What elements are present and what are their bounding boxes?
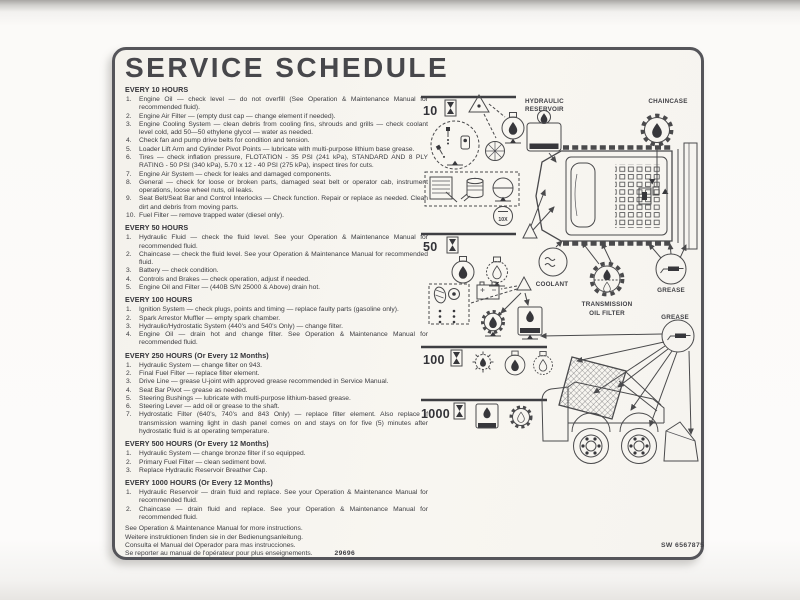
item-number: 1. [126,361,132,369]
item-text: Engine Oil — check level — do not overfill (See Operation & Maintenance Manual for recommended fluid). [139,95,428,112]
item-text: Hydraulic Fluid — check the fluid level. See your Operation & Maintenance Manual for recommended fluid. [139,234,428,250]
service-item [125,234,428,251]
hydraulic-tank-icon [518,307,542,339]
item-number: 6. [126,154,132,161]
front-wheel [622,429,657,464]
ignition-gear-icon [473,352,494,373]
footer-line-text: See Operation & Maintenance Manual for more instructions. [125,525,303,533]
svg-text:10X: 10X [498,217,508,223]
item-text: Hydraulic System — change bronze filter if so equipped. [139,450,306,458]
service-item [125,251,428,268]
service-item [125,370,428,378]
item-number: 2. [126,370,132,377]
item-number: 5. [126,284,132,292]
footer-notes [125,525,428,558]
bucket [664,422,698,461]
hourglass-icon [447,237,458,253]
service-item [125,146,428,154]
service-section [125,352,428,437]
grease-points-circle-icon [431,121,479,169]
cooling-system-box-icon [425,172,519,206]
rear-wheel [574,429,609,464]
service-item [125,179,428,196]
grease-label: GREASE [661,314,689,321]
transmission-oil-filter-icon [592,264,623,295]
service-section [125,86,428,220]
item-text: Hydraulic System — change filter on 943. [139,361,263,369]
section-heading: EVERY 50 HOURS [125,223,189,233]
item-number: 1. [126,95,132,103]
item-text: Final Fuel Filter — replace filter element. [139,370,260,377]
service-section [125,296,428,347]
item-number: 8. [126,178,132,186]
interval-10-number: 10 [423,104,438,118]
item-number: 7. [126,170,132,178]
section-heading: EVERY 500 HOURS (Or Every 12 Months) [125,439,269,449]
transmission-label: TRANSMISSION [581,301,633,308]
loader-top-view-drawing [523,143,697,249]
footer-line-text: Weitere instruktionen finden sie in der Bedienungsanleitung. [125,533,303,541]
chaincase-drain-gear-icon [511,407,531,427]
svg-text:OIL FILTER: OIL FILTER [589,310,625,317]
item-number: 2. [126,505,132,513]
item-text: Tires — check inflation pressure, FLOTATION - 35 PSI (241 kPa), STANDARD AND 8 PLY RATING - 50 PSI (340 kPa), 5.70 x 12 - 40 PSI (275 kPa), inspect tires for cuts. [139,154,428,170]
item-text: Seat Bar Pivot — grease as needed. [139,386,248,394]
pointer-line [489,104,505,117]
air-filter-icon [461,178,483,201]
item-number: 3. [126,378,132,386]
service-section [125,224,428,292]
interval-100-block [421,347,552,375]
engine-oil-can-icon [505,351,525,375]
section-heading: EVERY 10 HOURS [125,85,189,94]
service-item [125,459,428,467]
chaincase-fluid-can-icon [487,257,508,283]
reservoir-drain-icon [476,404,498,428]
mount-symbol [447,161,463,165]
item-text: Chaincase — check the fluid level. See your Operation & Maintenance Manual for recommended fluid. [139,250,428,267]
service-item [125,362,428,370]
mount-symbol [505,139,521,143]
interval-100-number: 100 [423,353,445,367]
service-item [125,315,428,323]
service-item [125,276,428,284]
interval-10-block [421,95,524,226]
service-item [125,378,428,386]
chaincase-gear-icon [643,116,672,145]
grease-upper-callout [649,244,686,294]
service-item [125,306,428,314]
service-item [125,450,428,458]
item-number: 2. [126,458,132,466]
service-item [125,411,428,436]
service-points-diagram [421,90,705,555]
page-title: SERVICE SCHEDULE [125,52,450,83]
service-section [125,479,428,522]
grease-gun-icon [662,320,694,352]
item-text: Engine Oil — drain hot and change filter. See Operation & Maintenance Manual for recommended fluid. [139,331,428,347]
service-schedule-label [112,47,704,560]
service-item [125,212,428,220]
hourglass-icon [454,403,465,419]
item-text: Controls and Brakes — check operation, adjust if needed. [139,275,311,283]
item-text: Engine Oil and Filter — (440B S/N 25000 & Above) drain hot. [139,284,321,292]
item-number: 10. [126,212,136,220]
interval-1000-block [421,400,547,428]
item-text: Engine Air Filter — (empty dust cap — change element if needed). [139,112,336,120]
hourglass-icon [445,100,456,116]
item-text: Primary Fuel Filter — clean sediment bowl. [139,458,267,466]
section-heading: EVERY 250 HOURS (Or Every 12 Months) [125,350,269,360]
service-sections [125,82,428,558]
hourglass-icon [451,350,462,366]
service-item [125,403,428,411]
service-item [125,489,428,506]
item-number: 4. [126,137,132,145]
gear-oil-icon [483,312,504,337]
item-text: Steering Bushings — lubricate with multi-purpose lithium-based grease. [139,394,351,402]
controls-pedals-box-icon [429,284,469,324]
tire-pressure-icon [486,142,505,161]
item-number: 2. [126,112,132,120]
item-text: Drive Line — grease U-joint with approved grease recommended in Service Manual. [139,378,389,386]
item-text: Seat Belt/Seat Bar and Control Interlocks — Check function. Repair or replace as needed. Clean dirt and debris from moving parts. [139,195,428,211]
footer-line-text: Consulta el Manual del Operador para mas instrucciones. [125,541,296,549]
service-item [125,113,428,121]
engine-oil-can-icon [502,113,524,140]
oil-can-dashed-icon [534,352,553,375]
footer-line [125,542,428,550]
item-number: 5. [126,145,132,153]
item-number: 1. [126,450,132,458]
item-number: 1. [126,234,132,242]
item-text: Hydrostatic Filter (640's, 740's and 843 Only) — replace filter element. Also replace if transmission warning light in dash panel comes on and stays on for five (5) minutes after hydrostatic fluid is at operating temperature. [139,411,428,436]
item-text: Hydraulic Reservoir — drain fluid and replace. See your Operation & Maintenance Manual for recommended fluid. [139,489,428,505]
item-number: 2. [126,314,132,322]
item-text: Ignition System — check plugs, points and timing — replace faulty parts (gasoline only). [139,306,399,314]
hydraulic-fluid-can-icon [452,257,474,284]
service-section [125,440,428,475]
item-text: Check fan and pump drive belts for condition and tension. [139,137,310,145]
item-text: Spark Arrestor Muffler — empty spark chamber. [139,314,281,322]
interval-1000-number: 1000 [421,407,451,421]
transmission-oil-filter-callout [582,242,633,317]
magnifier-10x-icon [494,207,513,226]
item-text: Chaincase — drain fluid and replace. See your Operation & Maintenance Manual for recommended fluid. [139,505,428,521]
item-text: Battery — check condition. [139,267,219,275]
warning-triangle-icon [523,224,537,238]
service-item [125,395,428,403]
item-number: 3. [126,267,132,275]
service-item [125,171,428,179]
service-item [125,467,428,475]
item-text: Engine Cooling System — clean debris from cooling fins, shrouds and grills — check coolant level cold, add 50—50 ethylene glycol — water as needed. [139,120,428,137]
item-number: 7. [126,411,132,419]
service-item [125,331,428,348]
reservoir-tank-icon [527,111,561,152]
grease-label: GREASE [657,287,685,294]
service-item [125,195,428,212]
coolant-icon [539,248,567,276]
item-number: 9. [126,195,132,203]
svg-text:RESERVOIR: RESERVOIR [525,106,564,113]
section-heading: EVERY 1000 HOURS (Or Every 12 Months) [125,478,273,488]
item-number: 4. [126,386,132,394]
item-number: 5. [126,394,132,402]
item-number: 4. [126,331,132,339]
item-number: 1. [126,306,132,314]
form-number: 29696 [334,550,356,558]
footer-line [125,550,428,558]
item-number: 6. [126,403,132,411]
service-item [125,96,428,113]
warning-triangle-icon [517,277,531,290]
service-item [125,387,428,395]
item-text: Hydraulic/Hydrostatic System (440's and 540's Only) — change filter. [139,322,344,330]
item-number: 3. [126,322,132,330]
tire-check-icon [493,178,513,201]
item-number: 3. [126,120,132,128]
item-text: Loader Lift Arm and Cylinder Pivot Points — lubricate with multi-purpose lithium base grease. [139,145,415,153]
item-text: Engine Air System — check for leaks and damaged components. [139,170,332,178]
service-item [125,506,428,523]
service-item [125,154,428,171]
seat-belt-latch-icon [461,136,470,149]
footer-line [125,525,428,533]
item-number: 4. [126,275,132,283]
item-number: 1. [126,489,132,497]
part-number: SW 6567875 [661,542,705,549]
battery-icon [477,282,499,299]
item-text: General — check for loose or broken parts, damaged seat belt or operator cab, instrument operations, loose wheel nuts, oil leaks. [139,178,428,195]
section-heading: EVERY 100 HOURS [125,295,193,305]
loader-side-view-drawing [542,357,698,464]
service-item [125,121,428,138]
coolant-callout [536,241,569,288]
item-number: 2. [126,250,132,258]
service-item [125,284,428,292]
interval-50-block [421,234,542,339]
item-text: Replace Hydraulic Reservoir Breather Cap. [139,466,268,474]
pointer-line [484,114,496,138]
item-number: 3. [126,466,132,474]
item-text: Steering Lever — add oil or grease to the shaft. [139,403,280,411]
coolant-label: COOLANT [535,281,569,288]
chaincase-label: CHAINCASE [648,98,688,105]
service-item [125,323,428,331]
service-item [125,137,428,145]
item-text: Fuel Filter — remove trapped water (diesel only). [139,212,284,220]
hydraulic-reservoir-label: HYDRAULIC [525,98,564,105]
footer-line-text: Se reporter au manual de l'opérateur pour plus enseignements. [125,550,313,558]
footer-line [125,534,428,542]
service-item [125,267,428,275]
interval-50-number: 50 [423,240,438,254]
grease-gun-icon [656,254,686,284]
